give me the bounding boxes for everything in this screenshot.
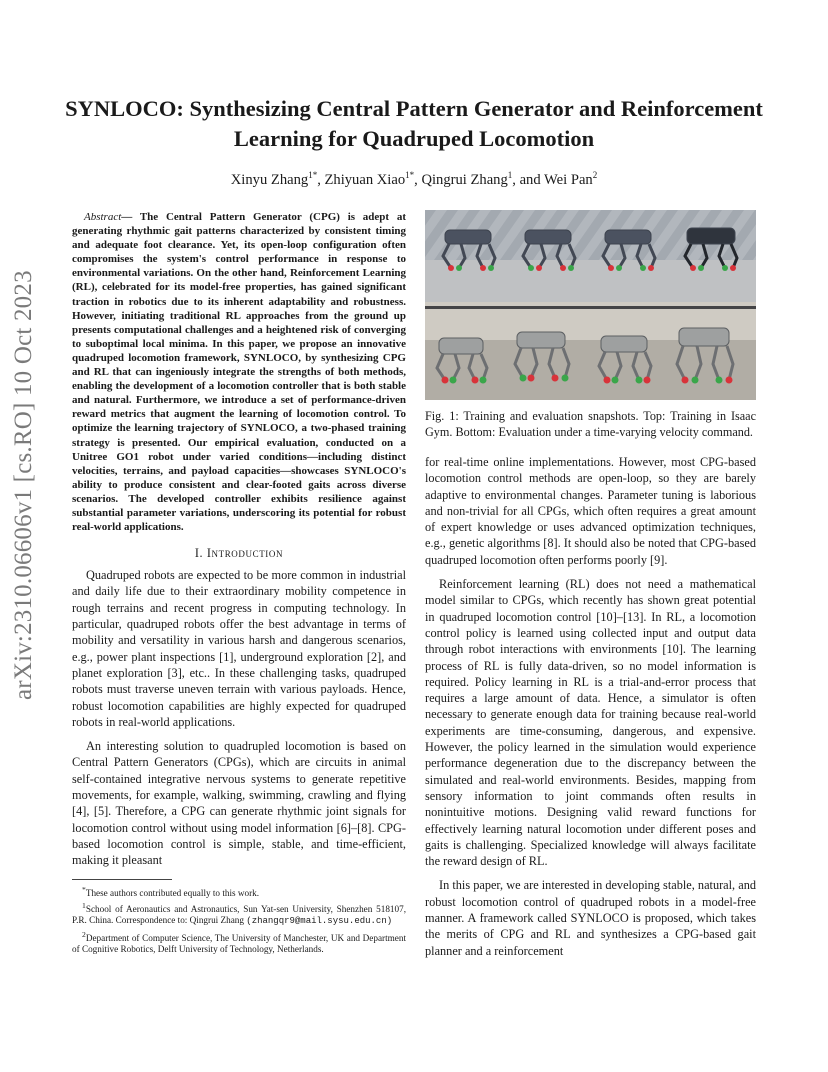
left-column xyxy=(72,210,406,957)
arxiv-identifier-text: arXiv:2310.06606v1 [cs.RO] 10 Oct 2023 xyxy=(10,270,37,700)
footnote-email: (zhangqr9@mail.sysu.edu.cn) xyxy=(246,916,393,927)
body-paragraph: Reinforcement learning (RL) does not need a mathematical model similar to CPGs, which recently has shown great potential in quadruped locomotion control [10]–[13]. In RL, a locomotion control policy is learned using collected input and output data through robot interactions with environments [10]. The learning process of RL is fully data-driven, so no model information is required. Policy learning in RL is a trial-and-error process that requires a large amount of data. Hence, a simulator is often necessary to generate enough data for training because real-world experiments are time-consuming, dangerous, and expensive. However, the policy learned in the simulation would experience performance degeneration due to the discrepancy between the simulated and real-world environments. Besides, mapping from sensory information to joint commands often results in nonintuitive motions. Designing valid reward functions for effectively learning natural locomotion under different poses and gaits is challenging. Specialized knowledge will always facilitate the reward design of RL. xyxy=(425,577,756,869)
footnote-mark: 1 xyxy=(82,900,86,910)
author-affiliation-mark: 2 xyxy=(592,170,598,180)
right-column xyxy=(425,210,756,967)
abstract-text: — The Central Pattern Generator (CPG) is adept at generating rhythmic gait patterns characterized by consistent timing and adequate foot clearance. Yet, its open-loop configuration often compromises the system's control performance in response to environmental variations. On the other hand, Reinforcement Learning (RL), celebrated for its model-free properties, has gained significant traction in robotics due to its inherent adaptability and robustness. However, initiating traditional RL approaches from the ground up presents computational challenges and a heightened risk of converging to suboptimal local minima. In this paper, we propose an innovative quadruped locomotion framework, SYNLOCO, by synthesizing CPG and RL that can ingeniously integrate the strengths of both methods, enabling the development of a locomotion controller that is both stable and natural. Furthermore, we introduce a set of performance-driven reward metrics that augment the learning of locomotion control. To optimize the learning trajectory of SYNLOCO, a two-phased training strategy is presented. Our empirical evaluation, conducted on a Unitree GO1 robot under varied conditions—including distinct velocities, terrains, and payload capacities—showcases SYNLOCO's ability to produce consistent and clear-footed gaits across diverse scenarios. The developed controller exhibits resilience against substantial parameter variations, underscoring its potential for robust real-world applications. xyxy=(72,211,406,534)
author-affiliation-mark: 1 xyxy=(507,170,513,180)
section-number: I. xyxy=(194,546,207,561)
footnote-mark: 2 xyxy=(82,929,86,939)
real-robots-image xyxy=(425,302,756,400)
author-list xyxy=(60,170,768,189)
author-name: Qingrui Zhang xyxy=(421,171,508,188)
author-affiliation-mark: 1* xyxy=(405,170,415,180)
body-paragraph: An interesting solution to quadrupled locomotion is based on Central Pattern Generators (CPGs), which are circuits in animal self-contained integrative nervous systems to generate repetitive movements, for example, walking, swimming, crawling and flying [4], [5]. Therefore, a CPG can generate rhythmic joint signals for locomotion control without using model information [6]–[8]. CPG-based locomotion control is simple, stable, and time-efficient, making it pleasant xyxy=(72,739,406,868)
author-affiliation-mark: 1* xyxy=(308,170,318,180)
figure-simulation-panel xyxy=(425,210,756,302)
footnote-mark: * xyxy=(82,884,86,894)
author-separator: , and xyxy=(512,171,545,188)
footnote-text: Department of Computer Science, The University of Manchester, UK and Department of Cognitive Robotics, Delft University of Technology, Netherlands. xyxy=(72,932,406,955)
section-title: Introduction xyxy=(206,546,284,561)
abstract xyxy=(72,210,406,534)
author-separator: , xyxy=(317,171,325,188)
footnote-text: School of Aeronautics and Astronautics, Sun Yat-sen University, Shenzhen 518107, P.R. China. Correspondence to: Qingrui Zhang xyxy=(72,904,406,926)
author-name: Zhiyuan Xiao xyxy=(324,171,406,188)
author-name: Wei Pan xyxy=(544,171,593,188)
body-paragraph: In this paper, we are interested in developing stable, natural, and robust locomotion control of quadruped robots in a model-free manner. A framework called SYNLOCO is proposed, which takes the merits of CPG and RL and synthesizes a CPG-based gait planner and a reinforcement xyxy=(425,878,756,958)
right-column-body xyxy=(425,454,756,959)
footnote xyxy=(72,900,406,928)
simulation-robots-image xyxy=(425,210,756,302)
footnote-text: These authors contributed equally to this work. xyxy=(85,887,260,898)
footnote-divider xyxy=(72,879,172,880)
figure-caption: Fig. 1: Training and evaluation snapshots. Top: Training in Isaac Gym. Bottom: Evaluation under a time-varying velocity command. xyxy=(425,409,756,439)
footnote xyxy=(72,929,406,956)
footnote xyxy=(72,884,406,899)
figure-real-world-panel xyxy=(425,302,756,400)
figure-1-snapshots xyxy=(425,210,756,400)
section-heading-introduction xyxy=(72,546,406,561)
body-paragraph: Quadruped robots are expected to be more common in industrial and daily life due to their extraordinary mobility competence in rough terrains and recent progress in computing technology. In particular, quadruped robots offer the best advantage in terms of mobility and versatility in various harsh and dangerous scenarios, e.g., power plant inspections [1], underground exploration [2], and planet exploration [3], etc.. In these challenging tasks, quadruped robots must traverse uneven terrain with various payloads. Hence, robust locomotion capabilities are highly expected for quadruped robots in real-world applications. xyxy=(72,568,406,729)
author-name: Xinyu Zhang xyxy=(230,171,309,188)
abstract-label: Abstract xyxy=(84,211,122,223)
author-separator: , xyxy=(414,171,422,188)
paper-title: SYNLOCO: Synthesizing Central Pattern Generator and Reinforcement Learning for Quadruped Locomotion xyxy=(65,96,763,151)
body-paragraph: for real-time online implementations. However, most CPG-based locomotion control methods are open-loop, so they are barely adaptive to environmental changes. Parameter tuning is laborious and non-trivial for all CPGs, which often requires a great amount of expert knowledge or uses advanced optimization techniques, e.g., genetic algorithms [8]. It should also be noted that CPG-based quadruped locomotion often performs poorly [9]. xyxy=(425,455,756,567)
arxiv-identifier-sidebar xyxy=(10,270,37,720)
